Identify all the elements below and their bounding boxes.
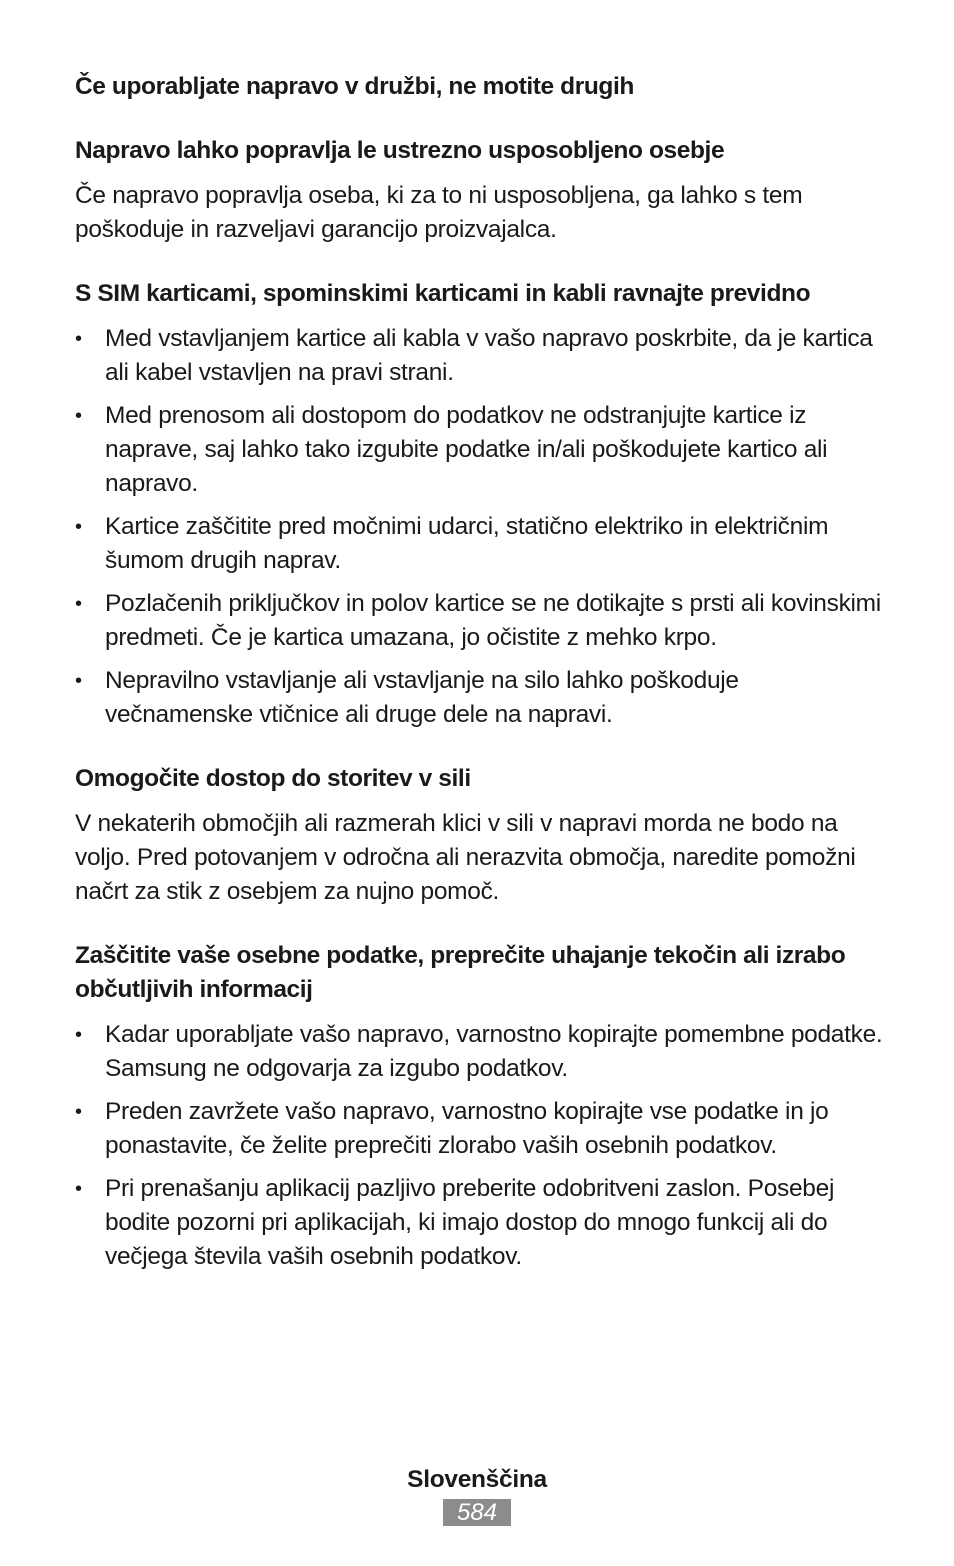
section-heading-emergency: Omogočite dostop do storitev v sili — [75, 765, 471, 792]
list-item-text: Pri prenašanju aplikacij pazljivo preberite odobritveni zaslon. Posebej bodite pozorni pri aplikacijah, ki imajo dostop do mnogo funkcij ali do večjega števila vaših osebnih podatkov. — [105, 1175, 835, 1270]
bullet-icon: • — [75, 593, 82, 615]
bullet-icon: • — [75, 1178, 82, 1200]
list-item-text: Preden zavržete vašo napravo, varnostno kopirajte vse podatke in jo ponastavite, če želite preprečiti zlorabo vaših osebnih podatkov. — [105, 1098, 829, 1159]
section-heading-etiquette: Če uporabljate napravo v družbi, ne motite drugih — [75, 73, 634, 100]
list-item — [75, 1018, 885, 1086]
list-item — [75, 510, 885, 578]
page-number: 584 — [443, 1499, 511, 1526]
list-item-text: Pozlačenih priključkov in polov kartice se ne dotikajte s prsti ali kovinskimi predmeti. Če je kartica umazana, jo očistite z mehko krpo. — [105, 590, 881, 651]
list-item — [75, 399, 885, 501]
list-item-text: Kadar uporabljate vašo napravo, varnostno kopirajte pomembne podatke. Samsung ne odgovarja za izgubo podatkov. — [105, 1021, 883, 1082]
bullet-list-sim-cards — [75, 322, 885, 732]
list-item — [75, 1095, 885, 1163]
section-heading-repair: Napravo lahko popravlja le ustrezno usposobljeno osebje — [75, 137, 725, 164]
footer-language: Slovenščina — [407, 1466, 547, 1493]
document-page — [75, 70, 885, 1274]
list-item-text: Nepravilno vstavljanje ali vstavljanje na silo lahko poškoduje večnamenske vtičnice ali druge dele na napravi. — [105, 667, 739, 728]
bullet-icon: • — [75, 670, 82, 692]
bullet-icon: • — [75, 1101, 82, 1123]
bullet-icon: • — [75, 1024, 82, 1046]
section-paragraph-repair: Če napravo popravlja oseba, ki za to ni usposobljena, ga lahko s tem poškoduje in razveljavi garancijo proizvajalca. — [75, 182, 803, 243]
list-item-text: Med vstavljanjem kartice ali kabla v vašo napravo poskrbite, da je kartica ali kabel vstavljen na pravi strani. — [105, 325, 873, 386]
section-heading-sim-cards: S SIM karticami, spominskimi karticami in kabli ravnajte previdno — [75, 280, 811, 307]
bullet-icon: • — [75, 328, 82, 350]
bullet-icon: • — [75, 516, 82, 538]
list-item — [75, 322, 885, 390]
bullet-icon: • — [75, 405, 82, 427]
page-footer — [0, 1463, 954, 1526]
section-heading-personal-data: Zaščitite vaše osebne podatke, preprečite uhajanje tekočin ali izrabo občutljivih informacij — [75, 942, 846, 1003]
list-item — [75, 587, 885, 655]
bullet-list-personal-data — [75, 1018, 885, 1274]
list-item-text: Kartice zaščitite pred močnimi udarci, statično elektriko in električnim šumom drugih naprav. — [105, 513, 829, 574]
list-item-text: Med prenosom ali dostopom do podatkov ne odstranjujte kartice iz naprave, saj lahko tako izgubite podatke in/ali poškodujete kartico ali napravo. — [105, 402, 828, 497]
list-item — [75, 664, 885, 732]
list-item — [75, 1172, 885, 1274]
section-paragraph-emergency: V nekaterih območjih ali razmerah klici v sili v napravi morda ne bodo na voljo. Pred potovanjem v odročna ali nerazvita območja, naredite pomožni načrt za stik z osebjem za nujno pomoč. — [75, 810, 856, 905]
page-number-wrapper — [0, 1499, 954, 1526]
